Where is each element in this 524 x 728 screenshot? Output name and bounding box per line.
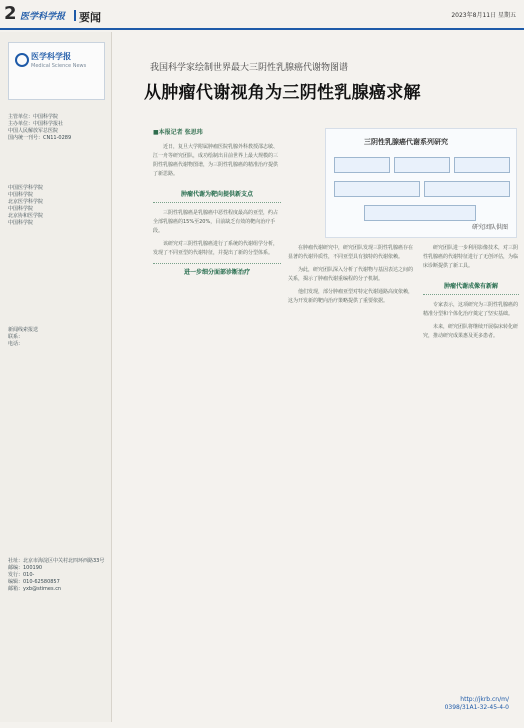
page-footer — [445, 696, 509, 712]
figure-box-1 — [334, 157, 390, 173]
contact-info: 社址：北京市海淀区中关村北四环西路33号 邮编：100190 发行：010- 编辑：010-62580857 邮箱：yxb@stimes.cn — [8, 558, 105, 592]
figure-box-4 — [334, 181, 420, 197]
main-content — [117, 32, 517, 722]
page-number: 2 — [4, 3, 17, 24]
news-tips: 新闻线索报送 联系： 电话： — [8, 327, 39, 347]
issue-date: 2023年8月11日 星期五 — [451, 12, 516, 19]
brand-logo — [8, 42, 105, 100]
figure-title: 三阴性乳腺癌代谢系列研究 — [364, 138, 448, 146]
subheading: 肿瘤代谢为靶向提供新支点 — [153, 187, 281, 203]
page-header — [0, 0, 524, 30]
footer-url: http://jkrb.cn/m/ — [460, 696, 509, 703]
logo-subtitle: Medical Science News — [31, 63, 87, 69]
paragraph: 研究团队进一步利用影像技术，对三阴性乳腺癌的代谢特征进行了无创评估，为临床诊断提供了新工具。 — [423, 245, 519, 269]
paragraph: 专家表示，这项研究为三阴性乳腺癌的精准分型和个体化治疗奠定了坚实基础。 — [423, 302, 519, 317]
section-title: 要闻 — [79, 11, 101, 24]
figure-caption: 研究团队供图 — [471, 224, 508, 231]
article-kicker: 我国科学家绘制世界最大三阴性乳腺癌代谢物图谱 — [150, 63, 349, 73]
article-headline: 从肿瘤代谢视角为三阴性乳腺癌求解 — [144, 83, 421, 103]
article-column-3 — [423, 244, 519, 728]
paragraph: 该研究对三阴性乳腺癌进行了系统的代谢组学分析，发现了不同亚型的代谢特征，并提出了新的分型体系。 — [153, 241, 279, 256]
subheading: 肿瘤代谢成像有新解 — [423, 279, 519, 295]
logo-title: 医学科学报 — [31, 52, 71, 61]
paragraph: 为此，研究团队深入分析了代谢物与基因表达之间的关系，揭示了肿瘤代谢重编程的分子机制。 — [288, 267, 414, 282]
figure-box-2 — [394, 157, 450, 173]
logo-icon — [15, 53, 29, 67]
figure-box-5 — [424, 181, 510, 197]
masthead: 医学科学报 — [20, 12, 66, 22]
paragraph: 近日，复旦大学附属肿瘤医院乳腺外科教授邵志敏、江一舟等研究团队，成功绘制出目前世界上最大规模的三阴性乳腺癌代谢物图谱，为三阴性乳腺癌的精准治疗提供了新思路。 — [153, 144, 279, 177]
subheading: 进一步细分面部诊断治疗 — [153, 263, 281, 281]
editorial-list: 中国医学科学院 中国科学院 北京医学科学院 中国科学院 北京协和医学院 中国科学院 — [8, 185, 44, 226]
paragraph: 未来，研究团队将继续开展临床转化研究，推动研究成果惠及更多患者。 — [423, 324, 519, 339]
publisher-info: 主管单位：中国科学院 主办单位：中国科学报社 中国人民解放军总医院 国内统一刊号：CN11-0289 — [8, 114, 72, 141]
figure-box-3 — [454, 157, 510, 173]
footer-print-code: 0398/31A1-32-45-4-0 — [444, 704, 509, 711]
paragraph: 在肿瘤代谢研究中，研究团队发现三阴性乳腺癌存在显著的代谢异质性，不同亚型具有独特的代谢依赖。 — [288, 245, 414, 260]
figure-box-6 — [364, 205, 476, 221]
paragraph: 三阴性乳腺癌是乳腺癌中恶性程度最高的亚型，约占全部乳腺癌的15%至20%，目前缺乏有效的靶向治疗手段。 — [153, 210, 279, 234]
research-figure — [325, 128, 517, 238]
article-column-1 — [153, 143, 281, 703]
article-byline: ■本报记者 张思玮 — [153, 129, 203, 136]
paragraph: 他们发现，部分肿瘤亚型对特定代谢通路高度依赖，这为开发新的靶向治疗策略提供了重要依据。 — [288, 289, 414, 304]
article-column-2 — [288, 244, 416, 728]
